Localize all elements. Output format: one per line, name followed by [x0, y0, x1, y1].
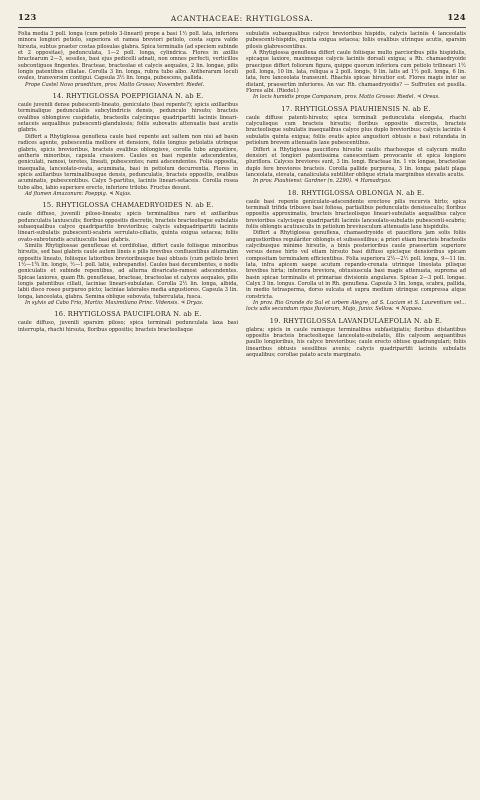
species-15-diagnosis: caule diffuso, juvenili piloso-lineato; spicis terminalibus raro et axillaribus pedunculatis laxiusculis; floribus oppositis discretis, bracteis bracteolisque subulatis subaequalibus calyce quadripartito brevioribus; calycis subquadripartiti laciniis lineari-subulatis pubescenti-scabris serrulato-ciliatis, quinta exigua setacea; foliis ovato-subrotundis acutiusculis basi glabris. [18, 211, 238, 243]
intro-paragraph: Folia media 3 poll. longa (cum petiolo 3-lineari) prope a basi 1½ poll. lata, inferiora minora longiori petiolo, superiora et ramea breviori petiolo, costa supra valde hirsuta, subtus praeter costas pilosulas glabra. Spica terminalis (ad speciem subinde et 2 oppositae), pedunculata, 1—2 poll. longa, cylindrica. Flores in axillis bractearum 2—3, sessiles, basi ejus pedicelli adnati, non omnes perfecti, verticillos subcontiguos fingentes. Bracteae, bracteolae et calycis aequales, 2 lin. longae, pilis longis patentibus ciliatae. Corolla 3 lin. longa, rubra tubo albo. Antherarum loculi ovales, transversim contigui. Capsula 3½ lin. longa, pubescens, pallida. [18, 31, 238, 82]
intro-locality: Prope Castel Novo praeditum, prov. Matto Grosso; Novembri: Riedel. [25, 81, 205, 88]
right-column [246, 31, 466, 780]
species-14-title: 14. RHYTIGLOSSA POEPPIGIANA N. ab E. [52, 92, 204, 101]
genus-name: RHYTIGLOSSA. [245, 13, 314, 23]
running-title [171, 14, 313, 23]
header-rule [18, 27, 466, 28]
species-17-description: Differt a Rhytiglossa pauciflora hirsutie caulis rhachosque et calycum multo densiori et longiori patentissima canescentiam provocante et spica longiore pluriflora. Calyces breviores sunt, 3 lin. longi. Bracteae lin. 1 vix longae, bracteolae duplo fere breviores bracteis. Corolla pallide purpurea, 3 lin. longa; palati plaga lanceolata, elevata, canaliculata subtiliter oblique striata marginibus elevatis acutis. [246, 146, 466, 178]
species-16-description: A Rhytiglossa genuflexa differt caule foliisque multo parcioribus pilis hispidulis, spicaque laxiore, maximeque calycis laciniis dorsali exigua; a Rh. chamaedryoide praecipue differt foliorum figura, quippe quorum inferiora cum petiolo trilineari 1½ poll. longa, 10 lin. lata, reliqua a 2 poll. longis, 9 lin. latis ad 1½ poll. longa, 6 lin. lata, fere lanceolata transeunt. Rhachis spicae hirsutior est. Flores magis inter se distant, praesertim inferiores. An var. Rh. chamaedryoidis? — Suffrutex est pusilla. Flores albi. (Riedel.) [246, 50, 466, 95]
species-16-continuation: subulatis subaequalibus calyce brevioribus hispidis, calycis laciniis 4 lanceolatis pubescenti-hispidis, quinta exigua setacea; foliis ovalibus utrinque acutis, sparsim pilosis glabrescentibus. [246, 31, 466, 50]
species-18-description: Differt a Rhytiglossa genuflexa, chamaedryoide et pauciflora jam solis foliis angustioribus reguláriter oblongis et subsessilibus; a priori etiam bracteis bracteolis calycibusque minime hirsutis, a binis posterioribus caule praesertim superiore versus dense hirto vel etiam hirsuto basi diffuso spicisque densioribus spicam compositam terminalem efficientibus. Folia superiora 2½—2½ poll. longa, 9—11 lin. lata, infra apicem saepe acutum repando-crenata utrinque lineolata pilisque brevibus hirta; inferiora breviora, obtusiuscula basi magis attenuata, suprema ad basin spicae terminalis et primariae divisionis angulares. Spicae 2—3 poll. longae. Calyx 3 lin. longus. Corolla ut in Rh. genuflexa. Capsula 3 lin. longa, scabra, pallida, in medio tetrasperma, dorso sulcata et supra medium utrinque compressa atque constricta. [246, 230, 466, 300]
species-18-diagnosis: caule basi repente geniculato-adscendente erectove pilis recurvis hirto; spica terminali trifida tribusve basi foliosa, partialibus pedunculatis densiusculis; floribus oppositis approximatis, bracteis bracteolisque lineari-subulatis aequalibus calyce brevioribus calycisque quadripartiti laciniis lanceolato-subulatis pubescenti-scabris; foliis oblongis acutiusculis in petiolum breviusculum attenuatis laxe hispidulis. [246, 198, 466, 230]
species-14-diagnosis: caule juvenili dense pubescenti-lineato, geniculato (basi repente?); spicis axillaribus terminalique pedunculatis subcylindricis densis, pedunculo hirsuto; bracteis ovalibus oblongisve cuspidatis, bracteolis calycinque quadripartiti laciniis lineari-setaceis aequalibus pubescenti-glandulosis; foliis subovatis attenuatis basi acutis glabris. [18, 102, 238, 134]
species-17-diagnosis: caule diffuse patenti-hirsuto; spica terminali pedunculata elongata, rhachi calyculisque cum bracteis hirsutis; floribus oppositis discretis, bracteis bracteolisque subulatis inaequalibus calyce plus duplo brevioribus; calycis laciniis 4 subulatis quinta exigua; foliis ovatis apice angustiori obtusis e basi rotundata in petiolum brevem attenuatis laxe pubescentibus. [246, 114, 466, 147]
species-18-title: 18. RHYTIGLOSSA OBLONGA N. ab E. [287, 188, 425, 197]
family-name: ACANTHACEAE: [170, 13, 243, 23]
left-column [18, 31, 238, 780]
species-19-title: 19. RHYTIGLOSSA LAVANDULAEFOLIA N. ab E. [269, 316, 443, 325]
species-15-description: Similis Rhytiglossae genuflexae et cordifoliae, differt caule foliisque minoribus hirsutis, sed basi glabris caule autem lineis e pilis brevibus confluentibus alternatim oppositis lineato, foliisque latioribus brevioribusque basi obtusis (cum petiolo brevi 1½—1¾ lin. longis, ½—1 poll. latis, subrepandis). Caules basi decumbentes, e nodis geniculatis et subinde repentibus, ad alterna divaricato-ramosi adscendentes. Spicae laxiores, quam Rh. genuflexae, bracteae, bracteolae et calyces aequales, pilis longis patentibus ciliati, laciniae lineari-subulatae. Corolla 2½ lin. longa, albida, labii disco roseo purpureo picto; laciniae laterales media angustiores. Capsula 3 lin. longa, lanceolata, glabra. Semina oblique subovata, tuberculata, fusca. [18, 242, 238, 300]
species-15-title: 15. RHYTIGLOSSA CHAMAEDRYOIDES N. ab E. [42, 201, 214, 210]
page-number-left: 123 [18, 13, 37, 23]
species-14-locality: Ad flumen Amazonum: Poeppig. ♃ Najas. [25, 190, 132, 197]
page-number-right: 124 [447, 13, 466, 23]
species-17-title: 17. RHYTIGLOSSA PIAUHIENSIS N. ab E. [281, 104, 431, 113]
species-16-locality: In locis humidis prope Campanam, prov. Matto Grosso: Riedel. ♃ Oreas. [253, 94, 440, 101]
running-header [18, 12, 466, 24]
species-16-title: 16. RHYTIGLOSSA PAUCIFLORA N. ab E. [54, 310, 202, 319]
species-17-locality: In prov. Piauhiensi: Gardner (n. 2290). ♃ Hamadryas. [253, 178, 392, 185]
species-16-diagnosis: caule diffuso, juvenili sparsim piloso; spica terminali pedunculata laxa basi interrupta, rhachi hirsuta, floribus oppositis; bracteis bracteolisque [18, 320, 238, 333]
species-18-locality: In prov. Rio Grande do Sul et urbem Alegre, ad S. Luciam et S. Laurentium vel... locis udis secundum ripas fluviorum, Majo, Junio: Sellow. ♃ Napaea. [246, 300, 466, 313]
two-column-text [18, 31, 466, 780]
species-15-locality: In sylvis ad Cabo Frio, Martio: Maximiliano Princ. Vidensis. ♃ Dryas. [25, 300, 204, 307]
species-14-description: Differt a Rhytiglossa genuflexa caule basi repente aut saltem non nisi ad basin radices agente, pubescentia molliore et densiore, foliis longius petiolatis utrinque glabris, spicis brevioribus, bracteis ovalibus oblongisve, corolla tubo angustiore, antheris minoribus, capsula crassiore. Caules ex basi repente adscendentes, geniculati, ramosi, teretes, lineati, pubescentes; rami adscendentes. Folia opposita, inaequalia, lanceolato-ovata, acuminata, basi in petiolum decurrentia. Flores in spicis axillaribus terminalibusque densis, pedunculatis, bracteis oppositis, ovalibus acuminatis, pubescentibus. Calyx 5-partitus, laciniis lineari-setaceis. Corolla rosea tubo albo, labio superiore erecto, inferiore trilobo. Fructus desunt. [18, 133, 238, 191]
species-19-diagnosis: glabra; spicis in caule ramisque terminalibus subfastigiatis; floribus distantibus oppositis bracteis bracteolisque lanceolato-subulatis, illis calycem aequantibus paullo longioribus, his calyce brevioribus; caule erecto obtuse quadrangulari; foliis linearibus obtusis sessilibus avenis; calycis quadripartiti laciniis subulatis aequalibus; corollae palato acute marginato. [246, 326, 466, 359]
